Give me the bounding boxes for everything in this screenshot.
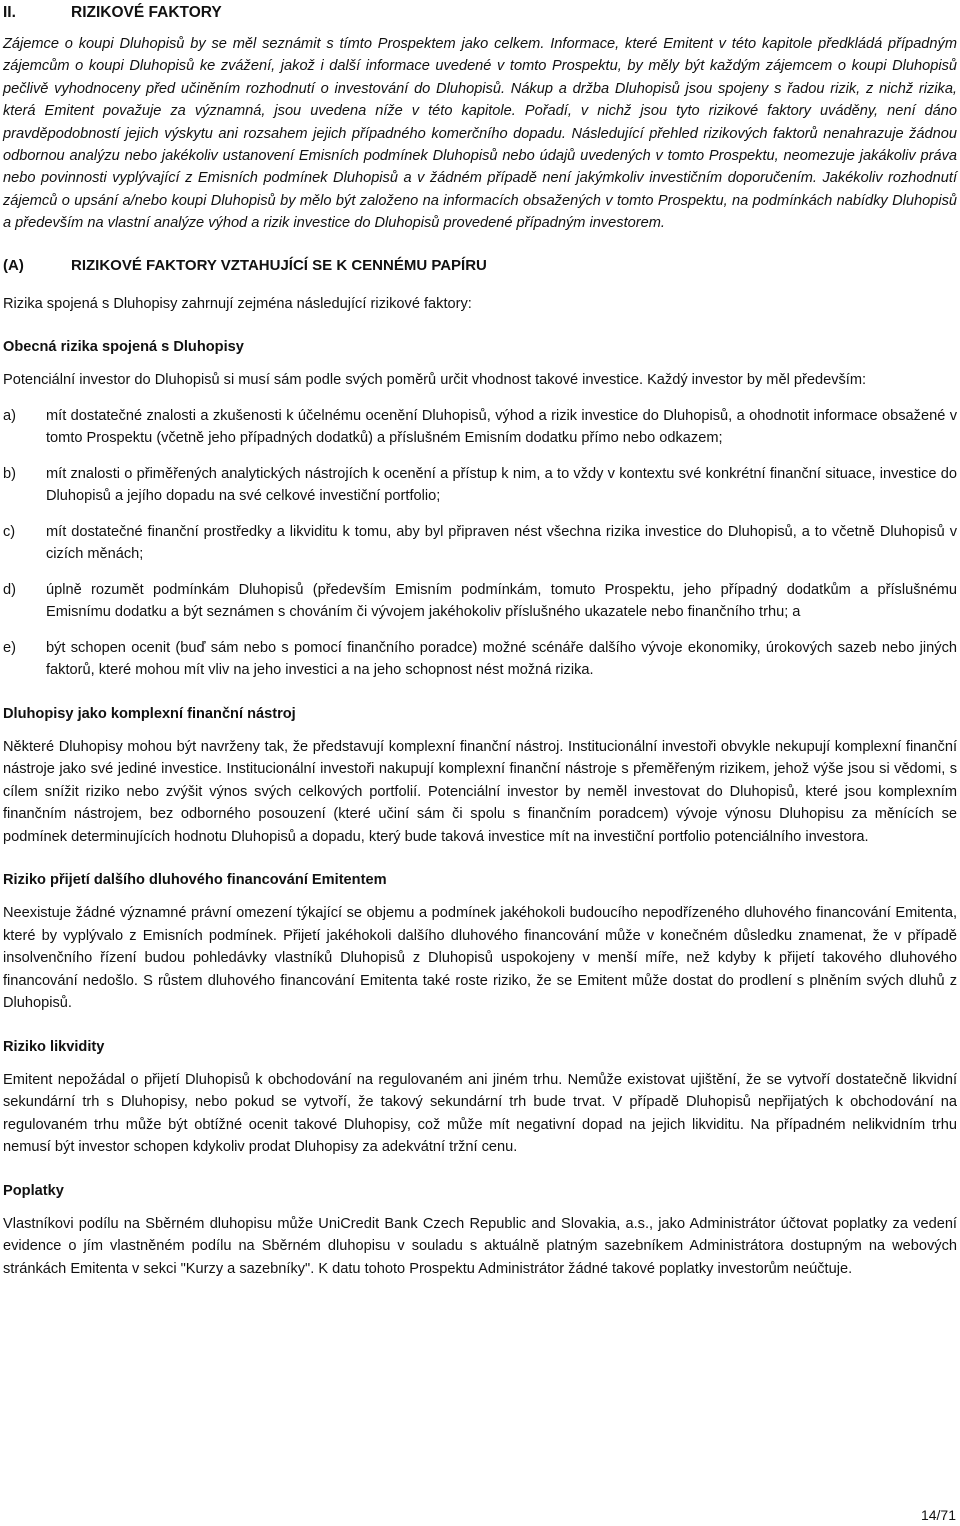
list-item-marker: e) [3, 639, 16, 656]
list-item-text: úplně rozumět podmínkám Dluhopisů (především Emisním podmínkám, tomuto Prospektu, jeho případný dodatkům a příslušnému Emisnímu dodatku a být seznámen s chováním či vývojem jakéhokoliv příslušného ukazatele nebo finančního trhu; a [46, 581, 957, 621]
fees-heading: Poplatky [3, 1182, 64, 1199]
list-item-marker: a) [3, 407, 16, 424]
liquidity-paragraph: Emitent nepožádal o přijetí Dluhopisů k obchodování na regulovaném ani jiném trhu. Nemůže existovat ujištění, že se vytvoří dostatečně likvidní sekundární trh s Dluhopisy, nebo pokud se vytvoří, že takový sekundární trh bude trvat. V případě Dluhopisů nepřijatých k obchodování na regulovaném trhu může být obtížné ocenit takové Dluhopisy, což může mít negativní dopad na jejich likviditu. Na případném nelikvidním trhu nemusí být investor schopen kdykoliv prodat Dluhopisy za adekvátní tržní cenu. [3, 1071, 957, 1156]
liquidity-heading: Riziko likvidity [3, 1038, 105, 1055]
complex-instrument-paragraph: Některé Dluhopisy mohou být navrženy tak, že představují komplexní finanční nástroj. Institucionální investoři obvykle nekupují komplexní finanční nástroje jako své jediné investice. Institucionální investoři nakupují komplexní finanční nástroje s přeměřeným rizikem, jehož výše jsou si vědomi, s cílem snížit riziko nebo zvýšit výnos svých celkových portfolií. Potenciální investor by neměl investovat do Dluhopisů, které jsou komplexním finančním nástrojem, bez odborného posouzení (které učiní sám či spolu s finančním poradcem) vývoje výnosu Dluhopisu za měnících se podmínek determinujících hodnotu Dluhopisů a dopadu, který bude taková investice mít na investiční portfolio potenciálního investora. [3, 738, 957, 845]
investor-requirements-list [3, 405, 957, 682]
section-heading [3, 2, 957, 24]
fees-paragraph: Vlastníkovi podílu na Sběrném dluhopisu může UniCredit Bank Czech Republic and Slovakia, a.s., jako Administrátor účtovat poplatky za vedení evidence o jím vlastněném podílu na Sběrném dluhopisu v souladu s aktuálně platným sazebníkem Administrátora dostupným na webových stránkách Emitenta v sekci "Kurzy a sazebníky". K datu tohoto Prospektu Administrátor žádné takové poplatky investorům neúčtuje. [3, 1215, 957, 1277]
further-debt-paragraph: Neexistuje žádné významné právní omezení týkající se objemu a podmínek jakéhokoli budoucího nepodřízeného dluhového financování Emitenta, které by vyplývalo z Emisních podmínek. Přijetí jakéhokoli dalšího dluhového financování může v konečném důsledku znamenat, že v případě insolvenčního řízení budou pohledávky vlastníků Dluhopisů z Dluhopisů uspokojeny v menší míře, než kdyby k přijetí takového dluhového financování nedošlo. S růstem dluhového financování Emitenta také roste riziko, že se Emitent může dostat do prodlení s plněním svých dluhů z Dluhopisů. [3, 905, 957, 1012]
list-item-text: mít dostatečné finanční prostředky a likviditu k tomu, aby byl připraven nést všechna rizika investice do Dluhopisů, a to včetně Dluhopisů v cizích měnách; [46, 523, 957, 563]
general-risks-paragraph: Potenciální investor do Dluhopisů si musí sám podle svých poměrů určit vhodnost takové investice. Každý investor by měl především: [3, 372, 867, 389]
list-item [3, 637, 957, 682]
further-debt-heading: Riziko přijetí dalšího dluhového financování Emitentem [3, 872, 387, 889]
section-title: RIZIKOVÉ FAKTORY [71, 4, 222, 21]
subsection-title: RIZIKOVÉ FAKTORY VZTAHUJÍCÍ SE K CENNÉMU PAPÍRU [71, 257, 487, 275]
page-number: 14/71 [920, 1507, 956, 1523]
document-page [3, 0, 957, 1280]
complex-instrument-heading: Dluhopisy jako komplexní finanční nástroj [3, 705, 296, 722]
section-number: II. [3, 4, 16, 21]
subsection-heading [3, 255, 957, 277]
list-item-marker: b) [3, 465, 16, 482]
list-item-text: mít znalosti o přiměřených analytických nástrojích k ocenění a přístup k nim, a to vždy v kontextu své konkrétní finanční situace, investice do Dluhopisů a jejího dopadu na své celkové investiční portfolio; [46, 465, 957, 505]
subsection-number: (A) [3, 257, 24, 275]
list-item-marker: c) [3, 523, 16, 540]
list-item [3, 521, 957, 566]
list-item-marker: d) [3, 581, 16, 598]
list-item-text: být schopen ocenit (buď sám nebo s pomocí finančního poradce) možné scénáře dalšího vývoje ekonomiky, úrokových sazeb nebo jiných faktorů, které mohou mít vliv na jeho investici a na jeho schopnost nést možná rizika. [46, 639, 957, 679]
lead-paragraph: Rizika spojená s Dluhopisy zahrnují zejména následující rizikové faktory: [3, 295, 472, 312]
list-item [3, 579, 957, 624]
intro-paragraph: Zájemce o koupi Dluhopisů by se měl seznámit s tímto Prospektem jako celkem. Informace, které Emitent v této kapitole předkládá případným zájemcům o koupi Dluhopisů ke zvážení, jakož i další informace uvedené v tomto Prospektu, by měly být každým zájemcem o koupi Dluhopisů pečlivě vyhodnoceny před učiněním rozhodnutí o investování do Dluhopisů. Nákup a držba Dluhopisů jsou spojeny s řadou rizik, z nichž rizika, která Emitent považuje za významná, jsou uvedena níže v této kapitole. Pořadí, v nichž jsou tyto rizikové faktory uváděny, není dáno pravděpodobností jejich výskytu ani rozsahem jejich případného komerčního dopadu. Následující přehled rizikových faktorů nenahrazuje žádnou odbornou analýzu nebo jakékoliv ustanovení Emisních podmínek Dluhopisů nebo údajů uvedených v tomto Prospektu, neomezuje jakákoliv práva nebo povinnosti vyplývající z Emisních podmínek Dluhopisů a v žádném případě není jakýmkoliv investičním doporučením. Jakékoliv rozhodnutí zájemců o upsání a/nebo koupi Dluhopisů by mělo být založeno na informacích obsažených v tomto Prospektu, na podmínkách nabídky Dluhopisů a především na vlastní analýze výhod a rizik investice do Dluhopisů provedené případným investorem. [3, 36, 957, 232]
list-item [3, 405, 957, 450]
list-item-text: mít dostatečné znalosti a zkušenosti k účelnému ocenění Dluhopisů, výhod a rizik investice do Dluhopisů, a ohodnotit informace obsažené v tomto Prospektu (včetně jeho případných dodatků) a příslušném Emisním dodatku přímo nebo odkazem; [46, 407, 957, 447]
general-risks-heading: Obecná rizika spojená s Dluhopisy [3, 339, 244, 356]
list-item [3, 463, 957, 508]
